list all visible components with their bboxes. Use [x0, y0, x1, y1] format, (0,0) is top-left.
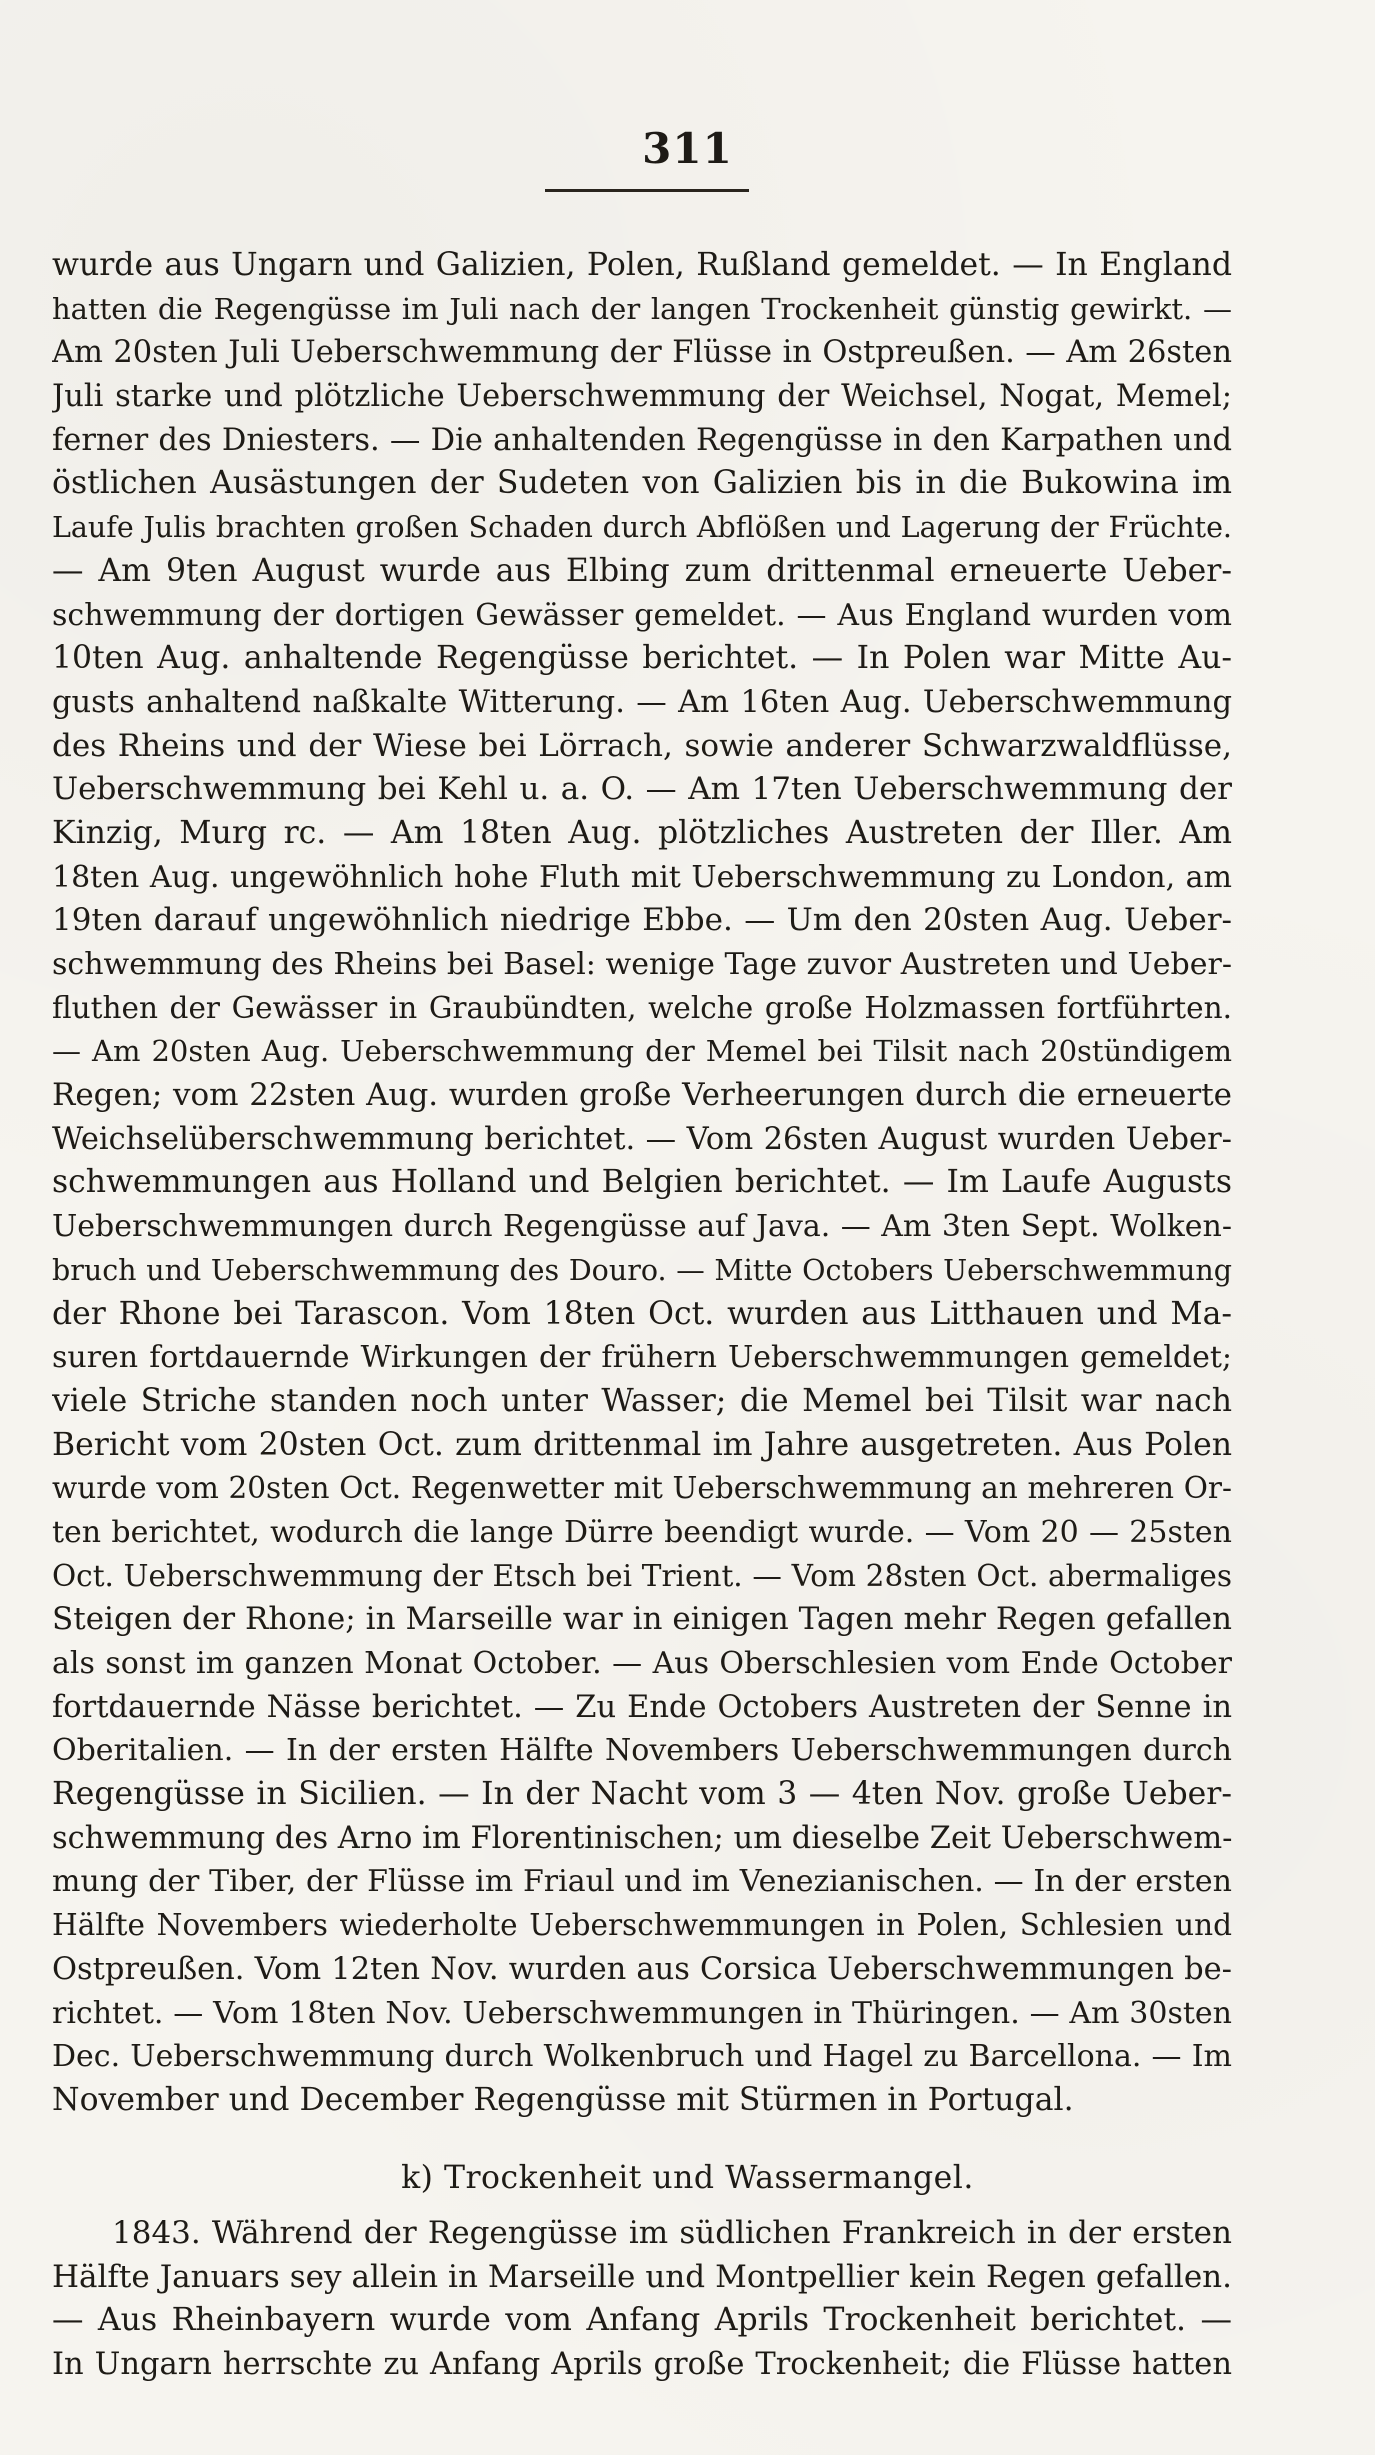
text-line: viele Striche standen noch unter Wasser; die Memel bei Tilsit war nach [52, 1382, 1232, 1419]
text-line: 1843. Während der Regengüsse im südlichen Frankreich in der ersten [112, 2215, 1232, 2251]
text-line: Kinzig, Murg rc. — Am 18ten Aug. plötzliches Austreten der Iller. Am [52, 814, 1232, 851]
main-text-block [52, 244, 1232, 2123]
text-line: Oct. Ueberschwemmung der Etsch bei Trient. — Vom 28sten Oct. abermaliges [52, 1558, 1232, 1593]
text-line: des Rheins und der Wiese bei Lörrach, sowie anderer Schwarzwaldflüsse, [52, 727, 1232, 764]
text-line: wurde vom 20sten Oct. Regenwetter mit Ueberschwemmung an mehreren Or- [52, 1471, 1232, 1506]
text-line: fluthen der Gewässer in Graubündten, welche große Holzmassen fortführten. [52, 990, 1232, 1025]
text-line: hatten die Regengüsse im Juli nach der langen Trockenheit günstig gewirkt. — [52, 291, 1232, 326]
section-text-block [52, 2212, 1232, 2387]
text-line: 18ten Aug. ungewöhnlich hohe Fluth mit Ueberschwemmung zu London, am [52, 859, 1232, 895]
text-line: fortdauernde Nässe berichtet. — Zu Ende Octobers Austreten der Senne in [52, 1689, 1232, 1725]
text-line: Am 20sten Juli Ueberschwemmung der Flüsse in Ostpreußen. — Am 26sten [52, 335, 1232, 371]
text-line: Ueberschwemmungen durch Regengüsse auf Java. — Am 3ten Sept. Wolken- [52, 1209, 1232, 1245]
text-line: schwemmung des Arno im Florentinischen; um dieselbe Zeit Ueberschwem- [52, 1820, 1232, 1856]
text-line: mung der Tiber, der Flüsse im Friaul und im Venezianischen. — In der ersten [52, 1864, 1232, 1900]
text-line: ferner des Dniesters. — Die anhaltenden Regengüsse in den Karpathen und [52, 422, 1232, 458]
text-line: der Rhone bei Tarascon. Vom 18ten Oct. wurden aus Litthauen und Ma- [52, 1295, 1232, 1332]
text-line: Regengüsse in Sicilien. — In der Nacht vom 3 — 4ten Nov. große Ueber- [52, 1776, 1232, 1813]
text-line: schwemmung des Rheins bei Basel: wenige Tage zuvor Austreten und Ueber- [52, 947, 1232, 982]
text-line: 10ten Aug. anhaltende Regengüsse berichtet. — In Polen war Mitte Au- [52, 640, 1232, 677]
text-line: Oberitalien. — In der ersten Hälfte Novembers Ueberschwemmungen durch [52, 1733, 1232, 1769]
text-line: Regen; vom 22sten Aug. wurden große Verheerungen durch die erneuerte [52, 1077, 1232, 1114]
page-number: 311 [642, 124, 733, 173]
text-line: Dec. Ueberschwemmung durch Wolkenbruch und Hagel zu Barcellona. — Im [52, 2039, 1232, 2075]
text-line: richtet. — Vom 18ten Nov. Ueberschwemmungen in Thüringen. — Am 30sten [52, 1995, 1232, 2031]
section-heading: k) Trockenheit und Wassermangel. [401, 2160, 974, 2196]
text-line: schwemmungen aus Holland und Belgien berichtet. — Im Laufe Augusts [52, 1164, 1232, 1201]
text-line: Laufe Julis brachten großen Schaden durch Abflößen und Lagerung der Früchte. [52, 511, 1232, 545]
text-line: bruch und Ueberschwemmung des Douro. — Mitte Octobers Ueberschwemmung [52, 1253, 1232, 1287]
text-line: Ueberschwemmung bei Kehl u. a. O. — Am 17ten Ueberschwemmung der [52, 771, 1232, 808]
text-line: Juli starke und plötzliche Ueberschwemmung der Weichsel, Nogat, Memel; [52, 379, 1232, 415]
text-line: gusts anhaltend naßkalte Witterung. — Am 16ten Aug. Ueberschwemmung [52, 684, 1232, 720]
text-line: ten berichtet, wodurch die lange Dürre beendigt wurde. — Vom 20 — 25sten [52, 1514, 1232, 1550]
text-line: Ostpreußen. Vom 12ten Nov. wurden aus Corsica Ueberschwemmungen be- [52, 1951, 1232, 1987]
text-line: als sonst im ganzen Monat October. — Aus Oberschlesien vom Ende October [52, 1646, 1232, 1681]
text-line: — Aus Rheinbayern wurde vom Anfang Aprils Trockenheit berichtet. — [52, 2302, 1232, 2339]
text-line: Bericht vom 20sten Oct. zum drittenmal im Jahre ausgetreten. Aus Polen [52, 1426, 1232, 1463]
text-line: — Am 9ten August wurde aus Elbing zum drittenmal erneuerte Ueber- [52, 552, 1232, 589]
header-rule [545, 189, 749, 192]
text-line: Hälfte Novembers wiederholte Ueberschwemmungen in Polen, Schlesien und [52, 1908, 1232, 1943]
text-line: suren fortdauernde Wirkungen der frühern Ueberschwemmungen gemeldet; [52, 1340, 1232, 1376]
text-line: Hälfte Januars sey allein in Marseille und Montpellier kein Regen gefallen. [52, 2258, 1232, 2295]
text-line: schwemmung der dortigen Gewässer gemeldet. — Aus England wurden vom [52, 597, 1232, 633]
text-line: östlichen Ausästungen der Sudeten von Galizien bis in die Bukowina im [52, 465, 1232, 502]
text-line: November und December Regengüsse mit Stürmen in Portugal. [52, 2081, 1074, 2118]
text-line: 19ten darauf ungewöhnlich niedrige Ebbe. — Um den 20sten Aug. Ueber- [52, 902, 1232, 939]
text-line: In Ungarn herrschte zu Anfang Aprils große Trockenheit; die Flüsse hatten [52, 2347, 1232, 2383]
text-line: Steigen der Rhone; in Marseille war in einigen Tagen mehr Regen gefallen [52, 1601, 1232, 1638]
text-line: wurde aus Ungarn und Galizien, Polen, Rußland gemeldet. — In England [52, 247, 1232, 283]
text-line: — Am 20sten Aug. Ueberschwemmung der Memel bei Tilsit nach 20stündigem [52, 1034, 1232, 1069]
text-line: Weichselüberschwemmung berichtet. — Vom 26sten August wurden Ueber- [52, 1121, 1232, 1157]
